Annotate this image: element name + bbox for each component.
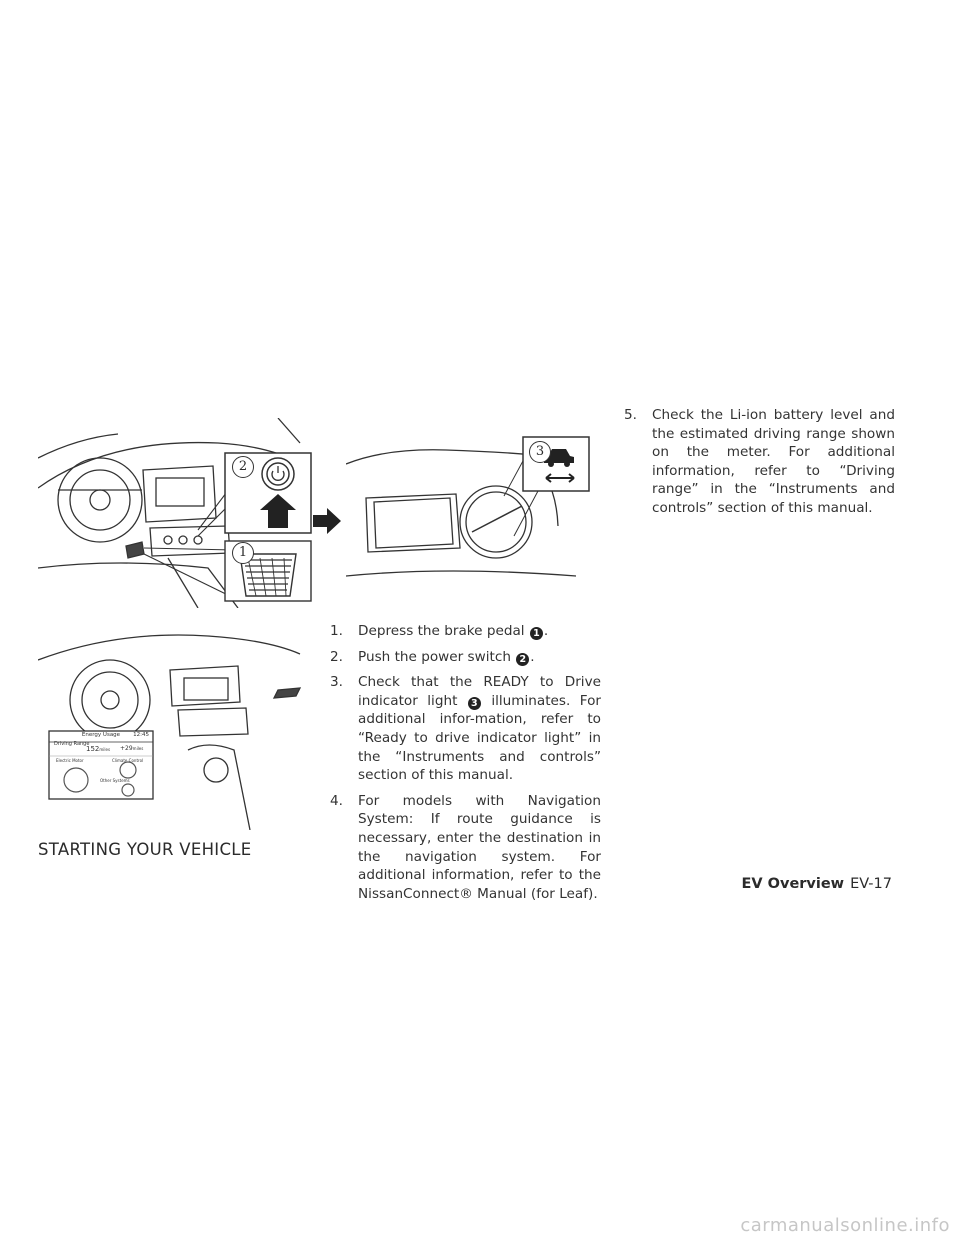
callout-1-badge: 1: [530, 627, 543, 640]
display-range-unit: miles: [99, 747, 111, 752]
watermark: carmanualsonline.info: [740, 1215, 950, 1236]
step-number: 3.: [330, 674, 343, 691]
page-footer: [741, 876, 892, 892]
right-arrow-icon: [313, 508, 341, 538]
step-number: 2.: [330, 648, 343, 665]
step-number: 4.: [330, 792, 343, 809]
step-text-after: illuminates. For additional infor-mation, refer to “Ready to drive indicator light” in the “Instruments and controls” section of this manual.: [358, 692, 601, 784]
footer-chapter: EV Overview: [741, 876, 845, 892]
meter-ready-indicator-illustration: [346, 436, 606, 581]
step-text: For models with Navigation System: If route guidance is necessary, enter the destination in the navigation system. For additional information, refer to the NissanConnect® Manual (for Leaf).: [358, 792, 601, 902]
display-range-label: Driving Range: [54, 741, 90, 747]
step-text: Push the power switch: [358, 648, 511, 665]
callout-2-circle: 2: [232, 456, 254, 478]
step-item-3: [330, 673, 601, 785]
display-climate-value: +29: [120, 745, 133, 752]
step-number: 1.: [330, 623, 343, 639]
step-item-2: [330, 648, 601, 667]
section-title: STARTING YOUR VEHICLE: [38, 840, 252, 859]
display-time: 12:45: [133, 732, 149, 738]
steps-list-left: [330, 622, 601, 910]
display-col-motor: Electric Motor: [56, 758, 84, 763]
display-col-climate: Climate Control: [112, 758, 144, 763]
step-text: Depress the brake pedal: [358, 623, 525, 639]
step-item-5: [624, 406, 895, 518]
display-climate-unit: miles: [132, 746, 144, 751]
display-title: Energy Usage: [81, 732, 121, 738]
callout-1-circle: 1: [232, 542, 254, 564]
display-range-value: 152: [86, 745, 100, 753]
callout-3-badge: 3: [468, 697, 481, 710]
callout-2-badge: 2: [516, 653, 529, 666]
step-number: 5.: [624, 407, 637, 423]
display-col-other: Other Systems: [100, 778, 130, 783]
step-text: Check that the READY to Drive indicator light: [358, 674, 601, 709]
step-text-after: .: [530, 648, 535, 665]
step-item-1: [330, 622, 601, 641]
step-text-after: .: [543, 623, 549, 639]
step-item-4: [330, 792, 601, 904]
footer-page-number: EV-17: [850, 876, 892, 892]
step-text: Check the Li-ion battery level and the estimated driving range shown on the meter. For additional information, refer to “Driving range” in the “Instruments and controls” section of this manual.: [652, 407, 895, 516]
steps-list-right: [624, 406, 895, 525]
callout-3-circle: 3: [529, 441, 551, 463]
dashboard-brake-switch-illustration: [38, 418, 308, 608]
navigation-display-illustration: [38, 630, 308, 830]
